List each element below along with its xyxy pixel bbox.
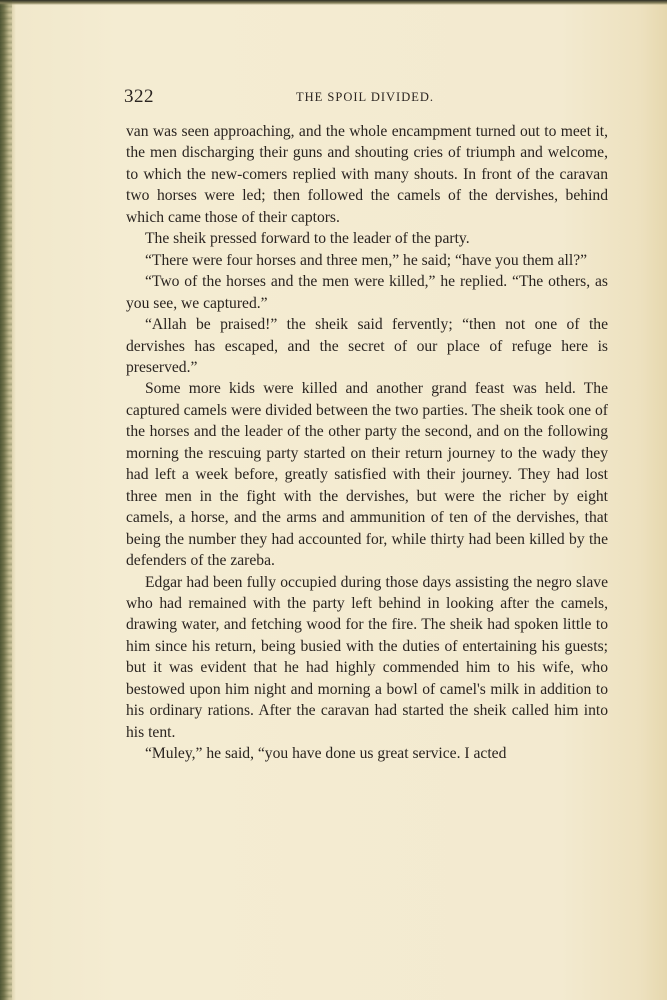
paragraph: van was seen approaching, and the whole encampment turned out to meet it, the men discharging their guns and shouting cries of triumph and welcome, to which the new-comers replied with many shouts. In front of the caravan two horses were led; then followed the camels of the dervishes, behind which came those of their captors. bbox=[126, 123, 608, 226]
page-number: 322 bbox=[124, 86, 154, 107]
body-text bbox=[126, 121, 608, 765]
page-binding-gutter bbox=[0, 0, 12, 1000]
page-top-edge bbox=[0, 0, 667, 5]
running-title: THE SPOIL DIVIDED. bbox=[296, 90, 435, 104]
page-header bbox=[124, 86, 609, 110]
paragraph: “Allah be praised!” the sheik said fervently; “then not one of the dervishes has escaped, and the secret of our place of refuge here is preserved.” bbox=[126, 316, 608, 376]
paragraph: “There were four horses and three men,” he said; “have you them all?” bbox=[145, 251, 588, 269]
paragraph: Some more kids were killed and another grand feast was held. The captured camels were divided between the two parties. The sheik took one of the horses and the leader of the other party the second, and on the following morning the rescuing party started on their return journey to the wady they had left a week before, greatly satisfied with their journey. They had lost three men in the fight with the dervishes, but were the richer by eight camels, a horse, and the arms and ammunition of ten of the dervishes, that being the number they had accounted for, while thirty had been killed by the defenders of the zareba. bbox=[126, 380, 608, 570]
paragraph: “Muley,” he said, “you have done us great service. I acted bbox=[145, 745, 507, 763]
paragraph: Edgar had been fully occupied during those days assisting the negro slave who had remained with the party left behind in looking after the camels, drawing water, and fetching wood for the fire. The sheik had spoken little to him since his return, being busied with the duties of entertaining his guests; but it was evident that he had highly commended him to his wife, who bestowed upon him night and morning a bowl of camel's milk in addition to his ordinary rations. After the caravan had started the sheik called him into his tent. bbox=[126, 573, 608, 741]
paragraph: The sheik pressed forward to the leader of the party. bbox=[145, 230, 470, 248]
paragraph: “Two of the horses and the men were killed,” he replied. “The others, as you see, we captured.” bbox=[126, 273, 608, 312]
